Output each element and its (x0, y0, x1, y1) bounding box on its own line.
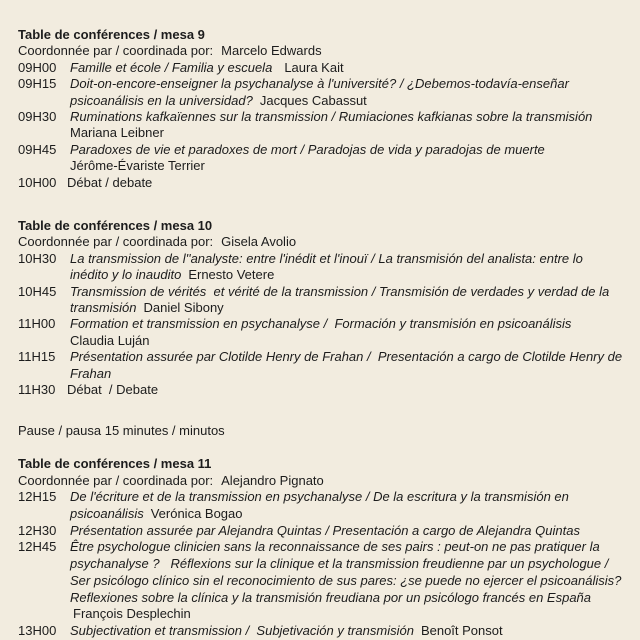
talk-title: Ser psicólogo clínico sin el reconocimiento de sus pares: ¿se puede no ejercer el psicoanálisis? (70, 572, 622, 588)
talk-speaker-line (18, 125, 636, 141)
talk-time: 09H15 (18, 76, 57, 92)
talk-row (18, 523, 636, 540)
pause-block (18, 423, 636, 439)
talk-row-continued (18, 300, 636, 316)
talk-row (18, 284, 636, 300)
talk-title: psicoanálisis en la universidad? (70, 92, 253, 108)
talk-speaker: Mariana Leibner (70, 125, 164, 141)
talk (18, 316, 636, 349)
debate-row (18, 175, 636, 191)
coordinator-label: Coordonnée par / coordinada por: (18, 43, 214, 59)
talk-row-continued (18, 267, 636, 283)
talk-time: 09H45 (18, 141, 57, 157)
session-title: Table de conférences / mesa 9 (18, 27, 205, 42)
debate-row (18, 382, 636, 398)
session-mesa-11 (18, 456, 636, 640)
talk-row (18, 142, 636, 158)
talk-time: 09H30 (18, 108, 57, 124)
talk-time: 12H30 (18, 522, 57, 538)
talk (18, 60, 636, 76)
talk-row-continued (18, 573, 636, 590)
talk-title: Être psychologue clinicien sans la reconnaissance de ses pairs : peut-on ne pas pratiquer la (70, 539, 600, 555)
debate-label: Débat / debate (67, 174, 153, 190)
talk-row (18, 60, 636, 76)
talk-title: Doit-on-encore-enseigner la psychanalyse à l'université? / ¿Debemos-todavía-enseñar (70, 76, 569, 92)
talk-time: 09H00 (18, 59, 57, 75)
talk-speaker: Ernesto Vetere (188, 267, 275, 283)
talk (18, 349, 636, 382)
talk-time: 11H30 (18, 381, 56, 397)
talk-title: psychanalyse ? Réflexions sur la clinique et la transmission freudienne par un psychologue / (70, 556, 609, 572)
session-mesa-9 (18, 27, 636, 191)
talk-speaker-line (18, 158, 636, 174)
coordinator-name: Alejandro Pignato (221, 472, 324, 488)
talk-speaker: Jacques Cabassut (259, 92, 367, 108)
talk-time: 12H15 (18, 489, 57, 505)
talk-row (18, 109, 636, 125)
coordinator-label: Coordonnée par / coordinada por: (18, 234, 214, 250)
talk-speaker-line (18, 606, 636, 623)
talk (18, 284, 636, 317)
coordinator-line (18, 234, 636, 250)
session-mesa-10 (18, 218, 636, 398)
talk (18, 109, 636, 142)
talk-title: Paradoxes de vie et paradoxes de mort / Paradojas de vida y paradojas de muerte (70, 141, 545, 157)
pause-label: Pause / pausa 15 minutes / minutos (18, 423, 225, 438)
coordinator-line (18, 473, 636, 490)
talk-title: transmisión (70, 299, 137, 315)
talk-title: inédito y lo inaudito (70, 267, 182, 283)
talk-title: Frahan (70, 365, 112, 381)
coordinator-label: Coordonnée par / coordinada por: (18, 472, 214, 488)
talk-time: 11H00 (18, 316, 56, 332)
talk-title: Formation et transmission en psychanalyse / Formación y transmisión en psicoanálisis (70, 316, 572, 332)
talk (18, 523, 636, 540)
talk-row-continued (18, 366, 636, 382)
talk-row (18, 251, 636, 267)
talk-row-continued (18, 93, 636, 109)
talk (18, 489, 636, 522)
talk-title: Présentation assurée par Clotilde Henry de Frahan / Presentación a cargo de Clotilde Henry de (70, 349, 623, 365)
talk-speaker: Verónica Bogao (150, 506, 243, 522)
coordinator-line (18, 43, 636, 59)
talk-time: 13H00 (18, 622, 57, 638)
talk-speaker: Laura Kait (284, 59, 344, 75)
talk-speaker: Daniel Sibony (143, 299, 224, 315)
talk-title: Transmission de vérités et vérité de la transmission / Transmisión de verdades y verdad de la (70, 283, 610, 299)
talk-row (18, 539, 636, 556)
talk-title: Reflexiones sobre la clínica y la transmisión freudiana por un psicólogo francés en España (70, 589, 592, 605)
talk-row (18, 76, 636, 92)
talk (18, 623, 636, 640)
talk-time: 10H30 (18, 250, 57, 266)
coordinator-name: Marcelo Edwards (221, 43, 322, 59)
session-title: Table de conférences / mesa 10 (18, 218, 213, 233)
talk-row (18, 623, 636, 640)
talk-title: Famille et école / Familia y escuela (70, 59, 273, 75)
talk-title: Subjectivation et transmission / Subjetivación y transmisión (70, 622, 414, 638)
talk-speaker: François Desplechin (73, 606, 191, 622)
talk-speaker: Benoît Ponsot (420, 622, 503, 638)
talk-title: Présentation assurée par Alejandra Quintas / Presentación a cargo de Alejandra Quintas (70, 522, 580, 538)
talk-row-continued (18, 556, 636, 573)
talk-time: 11H15 (18, 349, 56, 365)
talk-title: De l'écriture et de la transmission en psychanalyse / De la escritura y la transmisión en (70, 489, 569, 505)
talk-time: 12H45 (18, 539, 57, 555)
talk-row (18, 316, 636, 332)
debate-label: Débat / Debate (67, 381, 159, 397)
talk (18, 251, 636, 284)
talk-row-continued (18, 590, 636, 607)
talk (18, 142, 636, 175)
talk-title: Ruminations kafkaïennes sur la transmission / Rumiaciones kafkianas sobre la transmisión (70, 108, 593, 124)
coordinator-name: Gisela Avolio (221, 234, 297, 250)
talk (18, 539, 636, 622)
talk-title: psicoanálisis (70, 506, 144, 522)
talk-speaker: Claudia Luján (70, 332, 150, 348)
session-title: Table de conférences / mesa 11 (18, 456, 212, 471)
talk-title: La transmission de l''analyste: entre l'inédit et l'inouï / La transmisión del analista: entre lo (70, 250, 583, 266)
talk-speaker: Jérôme-Évariste Terrier (70, 158, 205, 174)
talk-time: 10H45 (18, 283, 57, 299)
talk-row (18, 489, 636, 506)
talk (18, 76, 636, 109)
talk-time: 10H00 (18, 174, 57, 190)
talk-speaker-line (18, 333, 636, 349)
talk-row (18, 349, 636, 365)
talk-row-continued (18, 506, 636, 523)
